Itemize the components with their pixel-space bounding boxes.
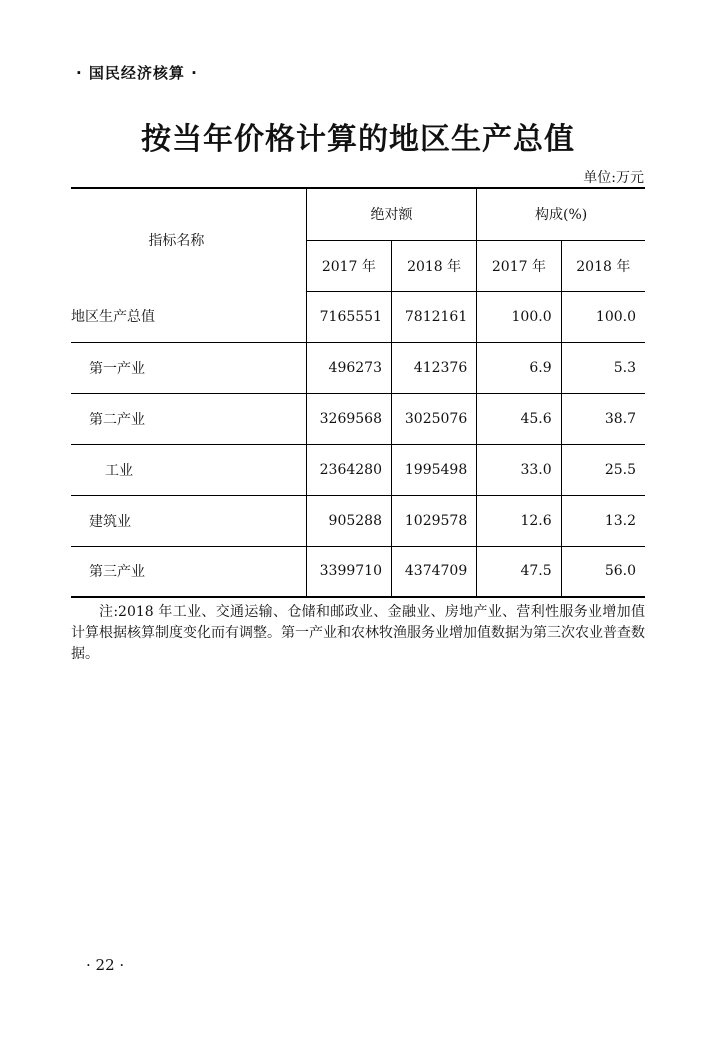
gdp-table [71,187,645,598]
abs-2017-cell: 2364280 [306,444,391,495]
row-name: 建筑业 [71,495,306,546]
year-header-abs-2017: 2017 年 [306,240,391,291]
table-note [71,602,645,665]
abs-2018-cell: 1029578 [392,495,477,546]
section-header: · 国民经济核算 · [76,64,198,82]
abs-2017-cell: 7165551 [306,291,391,342]
table-row [71,393,645,444]
pct-2017-cell: 33.0 [477,444,561,495]
note-text: 注:2018 年工业、交通运输、仓储和邮政业、金融业、房地产业、营利性服务业增加值计算根据核算制度变化而有调整。第一产业和农林牧渔服务业增加值数据为第三次农业普查数据。 [71,604,645,662]
pct-2018-cell: 38.7 [561,393,645,444]
composition-header: 构成(%) [477,188,645,240]
table-row [71,342,645,393]
abs-2017-cell: 3399710 [306,546,391,597]
row-name: 第一产业 [71,342,306,393]
pct-2017-cell: 47.5 [477,546,561,597]
indicator-header: 指标名称 [71,188,306,291]
row-name: 工业 [71,444,306,495]
abs-2018-cell: 3025076 [392,393,477,444]
row-name: 地区生产总值 [71,291,306,342]
pct-2018-cell: 13.2 [561,495,645,546]
abs-2018-cell: 4374709 [392,546,477,597]
absolute-header: 绝对额 [306,188,477,240]
pct-2017-cell: 100.0 [477,291,561,342]
year-header-abs-2018: 2018 年 [392,240,477,291]
table-row [71,546,645,597]
row-name: 第三产业 [71,546,306,597]
year-header-pct-2017: 2017 年 [477,240,561,291]
pct-2018-cell: 25.5 [561,444,645,495]
pct-2017-cell: 6.9 [477,342,561,393]
table-row [71,495,645,546]
pct-2018-cell: 5.3 [561,342,645,393]
abs-2018-cell: 412376 [392,342,477,393]
pct-2018-cell: 56.0 [561,546,645,597]
page-title: 按当年价格计算的地区生产总值 [141,122,575,157]
row-name: 第二产业 [71,393,306,444]
page-number: · 22 · [86,956,125,974]
pct-2017-cell: 12.6 [477,495,561,546]
abs-2017-cell: 905288 [306,495,391,546]
unit-label: 单位:万元 [583,170,644,186]
abs-2017-cell: 496273 [306,342,391,393]
pct-2018-cell: 100.0 [561,291,645,342]
abs-2018-cell: 1995498 [392,444,477,495]
year-header-pct-2018: 2018 年 [561,240,645,291]
pct-2017-cell: 45.6 [477,393,561,444]
table-row [71,444,645,495]
abs-2017-cell: 3269568 [306,393,391,444]
abs-2018-cell: 7812161 [392,291,477,342]
table-row [71,291,645,342]
